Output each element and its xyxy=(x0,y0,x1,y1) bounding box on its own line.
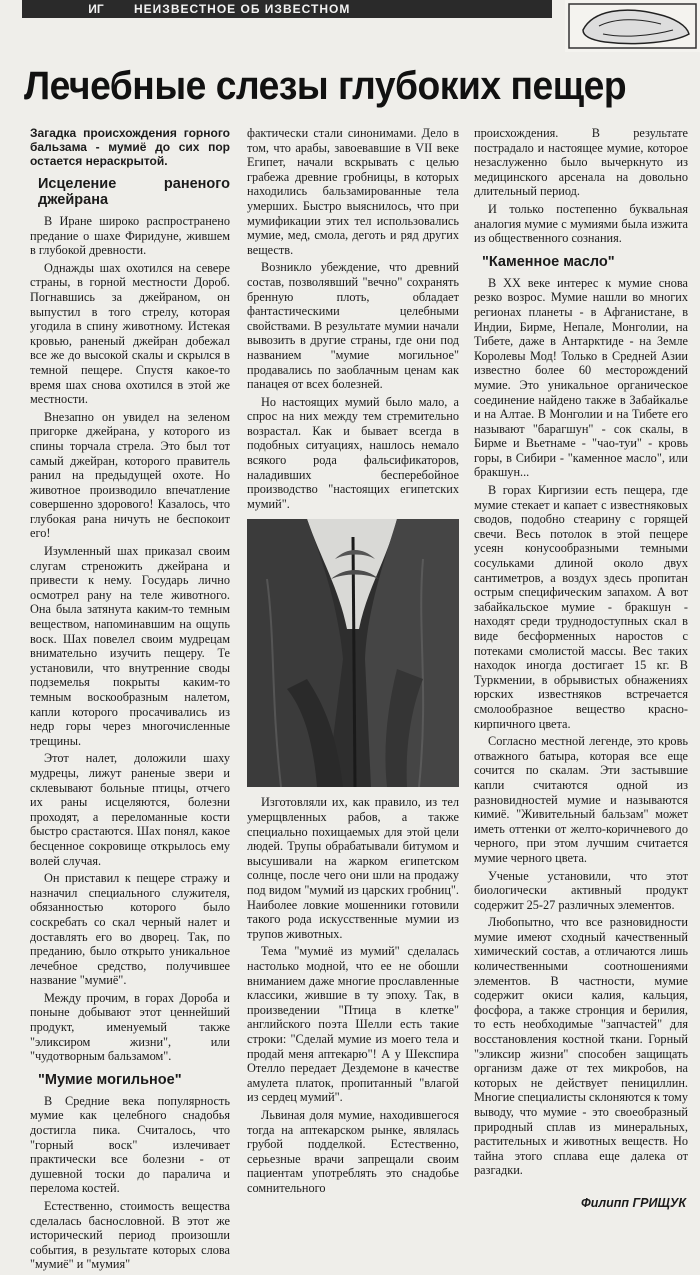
page-marker: ИГ xyxy=(88,2,104,16)
article-lede: Загадка происхождения горного бальзама - мумиё до сих пор остается нераскрытой. xyxy=(30,126,230,168)
paragraph: Тема "мумиё из мумий" сделалась настолько модной, что ее не обошли вниманием даже многие прославленные классики, жившие в ту эпоху. Так, в произведении "Птица в клетке" английского поэта Шелли есть такие строки: "Сделай мумие из моего тела и продай меня аптекарю"! А у Шекспира Отелло передает Дездемоне в качестве амулета платок, пропитанный "влагой из сердец мумий". xyxy=(247,944,459,1105)
paragraph: Ученые установили, что этот биологически активный продукт содержит 25-27 различных элементов. xyxy=(474,868,688,912)
subheading-grave-mumie: "Мумие могильное" xyxy=(38,1071,182,1088)
article-column-3 xyxy=(474,126,688,1181)
article-headline: Лечебные слезы глубоких пещер xyxy=(24,64,627,108)
header-decorative-image xyxy=(565,0,700,52)
paragraph: И только постепенно буквальная аналогия мумие с мумиями была изжита из общественного сознания. xyxy=(474,201,688,246)
author-signature: Филипп ГРИЩУК xyxy=(580,1196,686,1210)
paragraph: В XX веке интерес к мумие снова резко возрос. Мумие нашли во многих регионах планеты - в Афганистане, в Индии, Бирме, Непале, Монголии, на Тибете, даже в Антарктиде - на Земле Королевы Мод! Только в Средней Азии известно более 60 месторождений мумие. Это уникальное органическое соединение найдено также в Забайкалье и на Алтае. В Монголии и на Тибете его называют "барагшун" - сок скалы, в Бирме и Вьетнаме - "чао-туи" - кровь горы, в Сибири - "каменное масло", или бракшун... xyxy=(474,275,688,480)
subheading-wounded-gazelle: Исцеление раненого джейрана xyxy=(38,176,230,208)
paragraph: Львиная доля мумие, находившегося тогда на аптекарском рынке, являлась грубой подделкой. Естественно, серьезные врачи запрещали своим пациентам употреблять это снадобье сомнительного xyxy=(247,1107,459,1195)
paragraph: В Средние века популярность мумие как целебного снадобья достигла пика. Считалось, что "горный воск" излечивает практически все болезни - от душевной тоски до паралича и перелома костей. xyxy=(30,1093,230,1196)
paragraph: Возникло убеждение, что древний состав, позволявший "вечно" сохранять бренную плоть, обладает фантастическими целебными свойствами. В результате мумии начали вывозить в другие страны, где они под названием "мумие могильное" продавались по заоблачным ценам как панацея от всех болезней. xyxy=(247,260,459,392)
paragraph: Он приставил к пещере стражу и назначил специального служителя, обязанностью которого было соскребать со скал черный налет и доставлять его во дворец. Так, по преданию, было открыто уникальное лечебное средство, получившее название "мумиё". xyxy=(30,871,230,988)
subheading-stone-oil: "Каменное масло" xyxy=(482,253,615,270)
paragraph: В Иране широко распространено предание о шахе Фиридуне, жившем в глубокой древности. xyxy=(30,214,230,258)
cave-photo xyxy=(247,519,459,787)
article-column-1 xyxy=(30,126,230,1275)
paragraph: Внезапно он увидел на зеленом пригорке джейрана, у которого из спины торчала стрела. Это был тот самый джейран, которого правитель ранил на предыдущей охоте. Но животное производило впечатление совершенно здорового! Казалось, что глубокая рана ничуть не беспокоит его! xyxy=(30,409,230,541)
paragraph: Изумленный шах приказал своим слугам стреножить джейрана и привести к нему. Государь лично осмотрел рану на теле животного. Она была затянута каким-то темным веществом, напоминавшим на ощупь воск. Шах повелел своим мудрецам внимательно изучить пещеру. Те установили, что внутренние своды подземелья покрыты каким-то темным воскообразным налетом, капли которого просачивались из недр горы через многочисленные трещины. xyxy=(30,544,230,748)
paragraph: Согласно местной легенде, это кровь отважного батыра, которая все еще сочится по скалам. Эти застывшие капли считаются одной из разновидностей мумие и называются кимиё. "Живительный бальзам" может иметь оттенки от желто-коричневого до черного, при этом лучшим считается мумие черного цвета. xyxy=(474,734,688,865)
article-column-2 xyxy=(247,126,459,1198)
paragraph: Однажды шах охотился на севере страны, в горной местности Дороб. Погнавшись за джейраном, он выпустил в того стрелу, которая угодила в спину животному. Истекая кровью, раненый джейран добежал все же до высокой скалы и скрылся в темной пещере. Спустя какое-то время шах снова охотился в этой же местности. xyxy=(30,260,230,407)
section-header-bar xyxy=(22,0,552,18)
paragraph: Изготовляли их, как правило, из тел умерщвленных рабов, а также специально похищаемых для этой цели людей. Трупы обрабатывали битумом и высушивали на жарком египетском солнце, после чего они шли на продажу под видом "мумий из царских гробниц". Наиболее ловкие мошенники готовили такого рода искусственные мумии из трупов животных. xyxy=(247,795,459,941)
paragraph: Естественно, стоимость вещества сделалась баснословной. В этот же исторический период произошли события, в результате которых слова "мумиё" и "мумия" xyxy=(30,1199,230,1272)
paragraph: В горах Киргизии есть пещера, где мумие стекает и капает с известняковых сводов, подобно стеарину с горящей свечи. Весь потолок в этой пещере усеян конусообразными темными сосульками длиной около двух сантиметров, а воздух здесь пропитан острым специфическим запахом. А вот забайкальское мумие - бракшун - находят среди труднодоступных скал в виде бесформенных наростов с потеками смолистой массы. Вес таких находок иногда достигает 15 кг. В Туркмении, в обрывистых обнажениях юрских известняков встречается смолообразное вещество красно-кирпичного цвета. xyxy=(474,483,688,731)
paragraph: Этот налет, доложили шаху мудрецы, лижут раненые звери и склевывают больные птицы, отчего их раны исцеляются, болезни проходят, а переломанные кости быстро срастаются. Шах понял, какое бесценное сокровище открылось ему волей случая. xyxy=(30,751,230,868)
paragraph: происхождения. В результате пострадало и настоящее мумие, которое незаслуженно было вычеркнуто из медицинского арсенала на довольно длительный период. xyxy=(474,126,688,199)
paragraph: Любопытно, что все разновидности мумие имеют сходный качественный химический состав, а отличаются лишь количественными соотношениями элементов. В частности, мумие содержит окиси калия, кальция, фосфора, а также стронция и берилия, то есть необходимые "запчастей" для восстановления костной ткани. Горный "эликсир жизни" способен защищать организм даже от тех микробов, на которых не действует пенициллин. Многие специалисты склоняются к тому выводу, что мумие - это своеобразный природный сплав из минеральных, растительных и животных веществ. Но тайна этого сплава еще далека от разгадки. xyxy=(474,915,688,1178)
paragraph: Между прочим, в горах Дороба и поныне добывают этот ценнейший продукт, именуемый также "эликсиром жизни", или "чудотворным бальзамом". xyxy=(30,990,230,1064)
paragraph: Но настоящих мумий было мало, а спрос на них между тем стремительно возрастал. Как и бывает всегда в подобных ситуациях, нашлось немало всякого рода фальсификаторов, наладивших бесперебойное производство "настоящих египетских мумий". xyxy=(247,394,459,511)
paragraph: фактически стали синонимами. Дело в том, что арабы, завоевавшие в VII веке Египет, начали вскрывать с целью грабежа древние гробницы, в которых находились бальзамированные тела умерших. Быстро выяснилось, что при мумификации этих тел использовались мумие, мед, смола, деготь и ряд других веществ. xyxy=(247,126,459,257)
section-title: НЕИЗВЕСТНОЕ ОБ ИЗВЕСТНОМ xyxy=(134,2,351,16)
